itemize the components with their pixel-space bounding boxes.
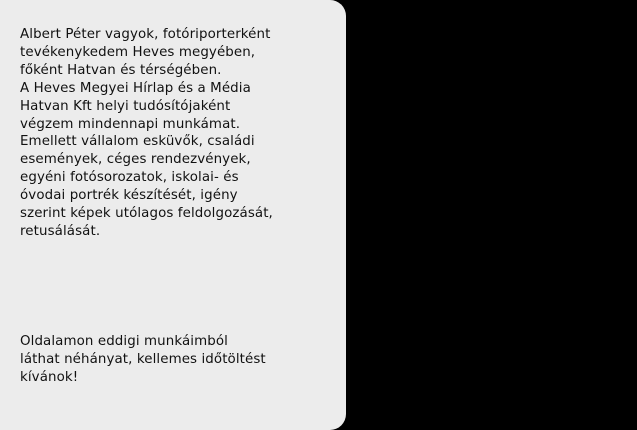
intro-line: A Heves Megyei Hírlap és a Média	[20, 80, 251, 96]
intro-line: Emellett vállalom esküvők, családi	[20, 134, 255, 150]
intro-line: egyéni fotósorozatok, iskolai- és	[20, 170, 239, 186]
closing-line: láthat néhányat, kellemes időtöltést	[20, 351, 266, 367]
intro-line: tevékenykedem Heves megyében,	[20, 44, 256, 60]
intro-line: óvodai portrék készítését, igény	[20, 188, 238, 204]
intro-line: végzem mindennapi munkámat.	[20, 116, 241, 132]
intro-paragraph	[20, 26, 338, 241]
intro-line: retusálását.	[20, 223, 101, 239]
closing-line: kívánok!	[20, 369, 79, 385]
closing-line: Oldalamon eddigi munkáimból	[20, 334, 228, 349]
intro-line: Hatvan Kft helyi tudósítójaként	[20, 98, 231, 114]
intro-line: események, céges rendezvények,	[20, 152, 251, 168]
intro-line: Albert Péter vagyok, fotóriporterként	[20, 27, 271, 42]
intro-line: főként Hatvan és térségében.	[20, 62, 222, 78]
closing-paragraph	[20, 333, 338, 387]
intro-line: szerint képek utólagos feldolgozását,	[20, 206, 273, 222]
